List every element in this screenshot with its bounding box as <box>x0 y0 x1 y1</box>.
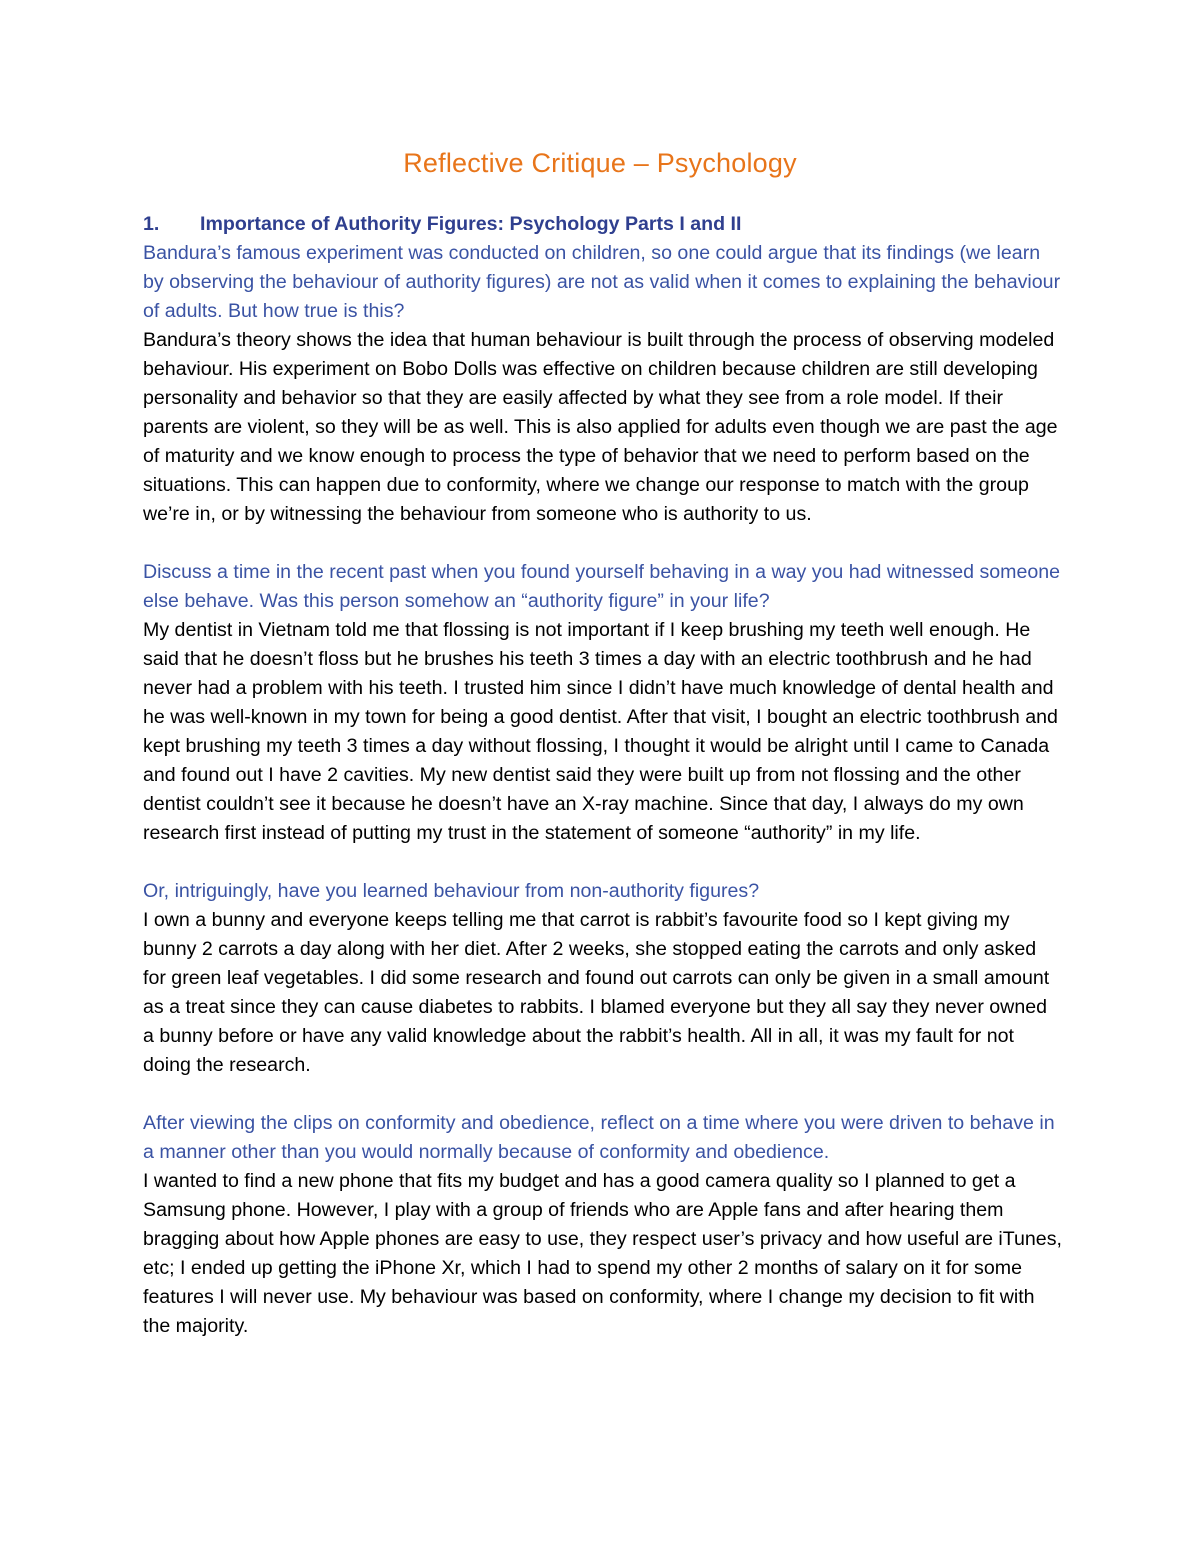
section-heading-text: Importance of Authority Figures: Psychology Parts I and II <box>200 213 742 235</box>
answer-text: Bandura’s theory shows the idea that human behaviour is built through the process of observing modeled behaviour. His experiment on Bobo Dolls was effective on children because children are still developing personality and behavior so that they are easily affected by what they see from a role model. If their parents are violent, so they will be as well. This is also applied for adults even though we are past the age of maturity and we know enough to process the type of behavior that we need to perform based on the situations. This can happen due to conformity, where we change our response to match with the group we’re in, or by witnessing the behaviour from someone who is authority to us. <box>143 329 1058 525</box>
question-text: After viewing the clips on conformity and obedience, reflect on a time where you were driven to behave in a manner other than you would normally because of conformity and obedience. <box>143 1112 1055 1163</box>
question-text: Discuss a time in the recent past when you found yourself behaving in a way you had witnessed someone else behave. Was this person somehow an “authority figure” in your life? <box>143 561 1061 612</box>
document-title: Reflective Critique – Psychology <box>403 148 797 178</box>
document-body <box>143 210 1063 1341</box>
section-heading <box>143 210 1063 239</box>
paragraph-spacer <box>143 1080 1063 1109</box>
answer-text: I wanted to find a new phone that fits my budget and has a good camera quality so I planned to get a Samsung phone. However, I play with a group of friends who are Apple fans and after hearing them bragging about how Apple phones are easy to use, they respect user’s privacy and how useful are iTunes, etc; I ended up getting the iPhone Xr, which I had to spend my other 2 months of salary on it for some features I will never use. My behaviour was based on conformity, where I change my decision to fit with the majority. <box>143 1170 1062 1337</box>
section-number: 1. <box>143 213 160 235</box>
paragraph-spacer <box>143 848 1063 877</box>
answer-text: I own a bunny and everyone keeps telling me that carrot is rabbit’s favourite food so I kept giving my bunny 2 carrots a day along with her diet. After 2 weeks, she stopped eating the carrots and only asked for green leaf vegetables. I did some research and found out carrots can only be given in a small amount as a treat since they can cause diabetes to rabbits. I blamed everyone but they all say they never owned a bunny before or have any valid knowledge about the rabbit’s health. All in all, it was my fault for not doing the research. <box>143 909 1050 1076</box>
paragraph-spacer <box>143 529 1063 558</box>
question-text: Or, intriguingly, have you learned behaviour from non-authority figures? <box>143 880 760 902</box>
answer-text: My dentist in Vietnam told me that flossing is not important if I keep brushing my teeth well enough. He said that he doesn’t floss but he brushes his teeth 3 times a day with an electric toothbrush and he had never had a problem with his teeth. I trusted him since I didn’t have much knowledge of dental health and he was well-known in my town for being a good dentist. After that visit, I bought an electric toothbrush and kept brushing my teeth 3 times a day without flossing, I thought it would be alright until I came to Canada and found out I have 2 cavities. My new dentist said they were built up from not flossing and the other dentist couldn’t see it because he doesn’t have an X-ray machine. Since that day, I always do my own research first instead of putting my trust in the statement of someone “authority” in my life. <box>143 619 1058 844</box>
question-text: Bandura’s famous experiment was conducted on children, so one could argue that its findings (we learn by observing the behaviour of authority figures) are not as valid when it comes to explaining the behaviour of adults. But how true is this? <box>143 242 1061 322</box>
